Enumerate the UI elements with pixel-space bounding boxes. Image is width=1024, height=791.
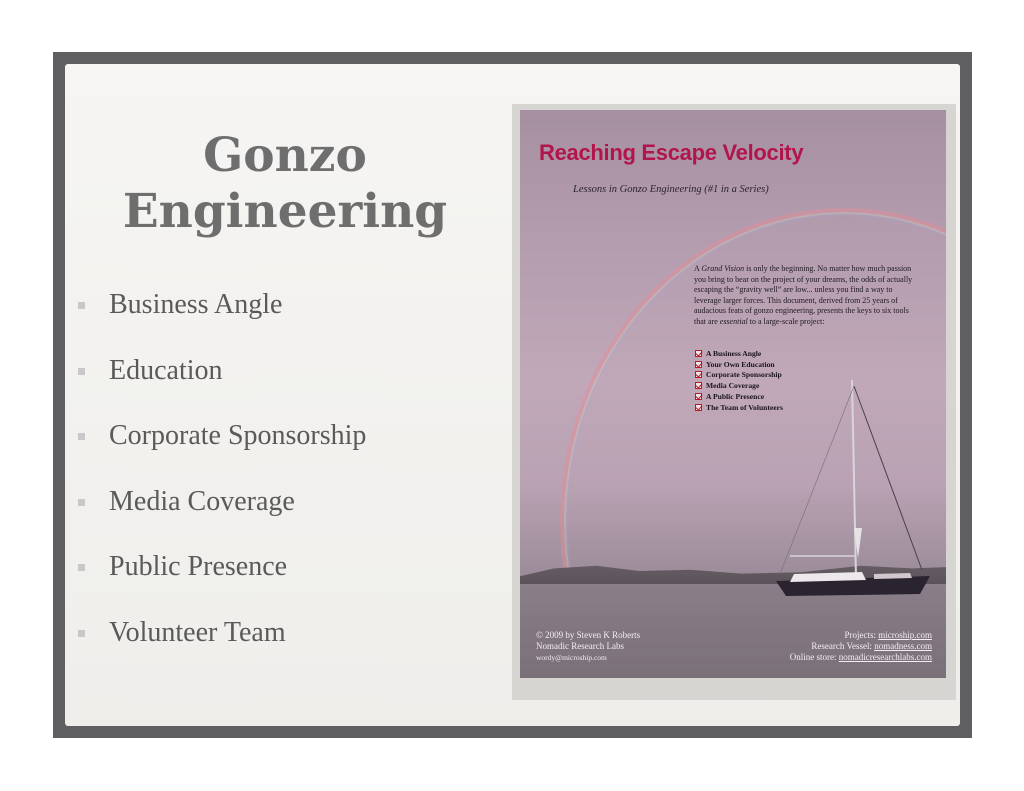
bullet-square-icon	[78, 564, 85, 571]
email-text: wordy@microship.com	[536, 653, 607, 662]
document-title: Reaching Escape Velocity	[539, 140, 804, 165]
document-footer-right: Projects: microship.com Research Vessel: nomadness.com Online store: nomadicresearchlabs.com	[789, 630, 932, 662]
slide-title-line2: Engineering	[122, 184, 448, 239]
checkbox-checked-icon	[695, 404, 702, 411]
document-body-text: A Grand Vision is only the beginning. No matter how much passion you bring to bear on the project of your dreams, the odds of actually escaping the “gravity well” are low... unless you find a way to leverage larger forces. This document, derived from 25 years of audacious feats of gonzo engineering, presents the keys to six tools that are essential to a large-scale project:	[694, 264, 913, 326]
bullet-square-icon	[78, 302, 85, 309]
checklist-item: A Public Presence	[695, 391, 783, 402]
bullet-square-icon	[78, 368, 85, 375]
bullet-item: Business Angle	[78, 286, 366, 352]
slide-title-line1: Gonzo	[203, 128, 367, 183]
checkbox-checked-icon	[695, 382, 702, 389]
checklist-item: Corporate Sponsorship	[695, 370, 783, 381]
document-checklist	[695, 348, 783, 413]
document-cover-image	[520, 110, 946, 678]
checklist-item: The Team of Volunteers	[695, 402, 783, 413]
research-vessel-link[interactable]: nomadness.com	[874, 641, 932, 651]
sailboat-icon	[770, 378, 940, 603]
checklist-item: Your Own Education	[695, 359, 783, 370]
checklist-item: Media Coverage	[695, 380, 783, 391]
document-footer-left	[536, 630, 640, 663]
slide-title	[110, 128, 460, 240]
checklist-item: A Business Angle	[695, 348, 783, 359]
bullet-square-icon	[78, 499, 85, 506]
checkbox-checked-icon	[695, 350, 702, 357]
bullet-item: Media Coverage	[78, 483, 366, 549]
projects-link[interactable]: microship.com	[878, 630, 932, 640]
checkbox-checked-icon	[695, 371, 702, 378]
copyright-text: © 2009 by Steven K Roberts	[536, 630, 641, 640]
bullet-item: Education	[78, 352, 366, 418]
organization-text: Nomadic Research Labs	[536, 641, 624, 651]
bullet-item: Public Presence	[78, 548, 366, 614]
checkbox-checked-icon	[695, 393, 702, 400]
bullet-square-icon	[78, 433, 85, 440]
bullet-list	[78, 286, 366, 679]
checkbox-checked-icon	[695, 361, 702, 368]
document-subtitle: Lessons in Gonzo Engineering (#1 in a Series)	[573, 184, 769, 195]
bullet-square-icon	[78, 630, 85, 637]
bullet-item: Volunteer Team	[78, 614, 366, 680]
bullet-item: Corporate Sponsorship	[78, 417, 366, 483]
online-store-link[interactable]: nomadicresearchlabs.com	[838, 652, 932, 662]
